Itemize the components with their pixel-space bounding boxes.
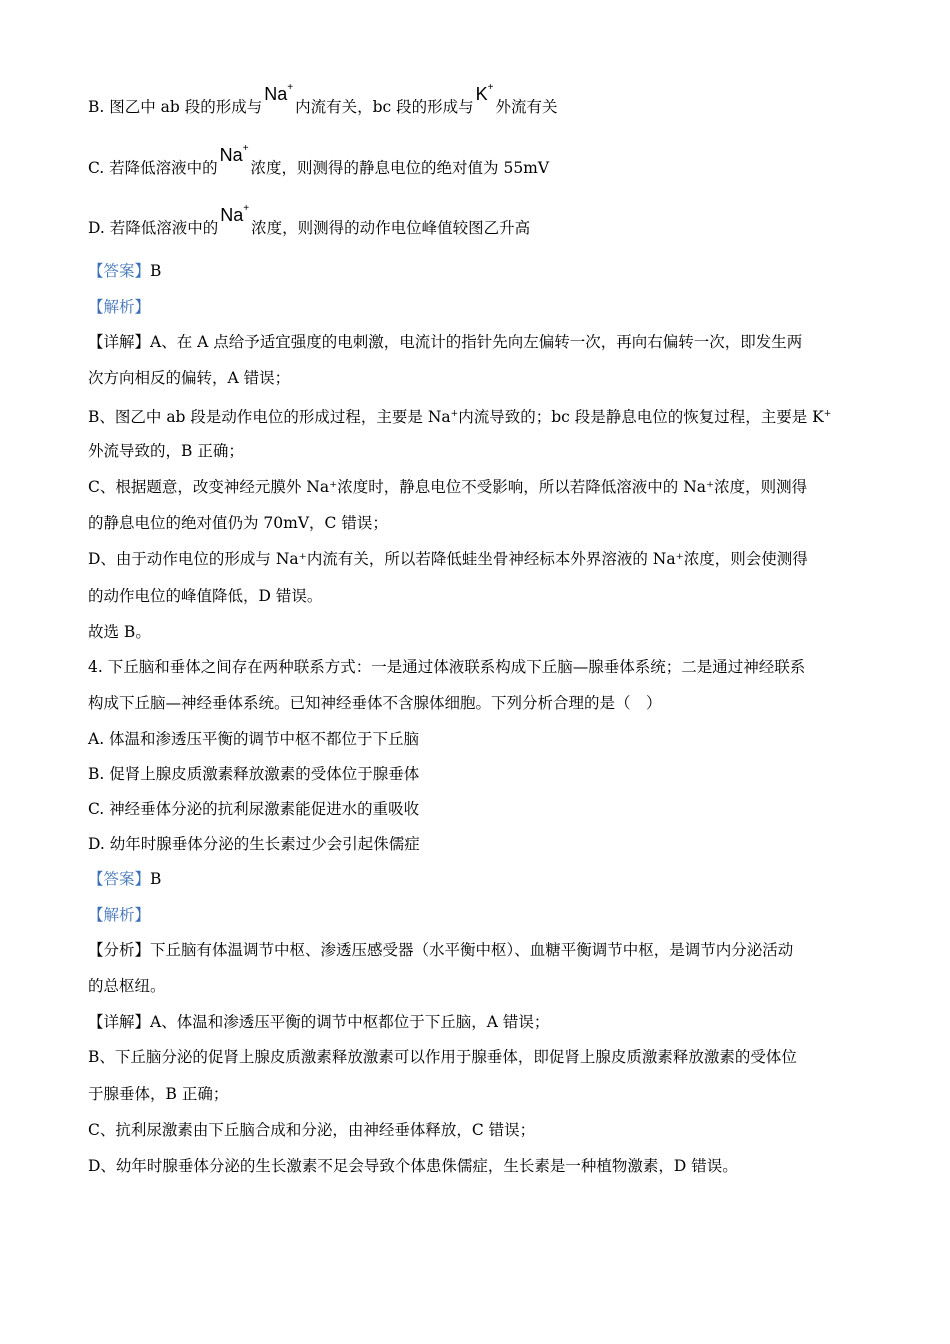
na-ion-formula <box>264 84 293 104</box>
detail-text: 内流导致的；bc 段是静息电位的恢复过程，主要是 K <box>458 408 824 427</box>
q3-analysis-heading <box>88 296 860 318</box>
q3-answer <box>88 260 860 282</box>
detail-tag: 【详解】 <box>88 333 151 351</box>
detail-text: A、体温和渗透压平衡的调节中枢都位于下丘脑，A 错误； <box>150 1013 550 1031</box>
ion-charge: + <box>823 409 832 419</box>
k-ion-formula <box>476 84 494 104</box>
q4-detail-b-line-2: 于腺垂体，B 正确； <box>88 1085 229 1103</box>
q4-fenxi-line-1 <box>88 939 860 961</box>
q4-fenxi-line-2: 的总枢纽。 <box>88 977 166 995</box>
na-ion-symbol: Na <box>264 84 288 104</box>
q4-analysis-heading <box>88 904 860 926</box>
detail-text: B、图乙中 ab 段是动作电位的形成过程，主要是 Na <box>88 408 451 427</box>
q4-option-c: C. 神经垂体分泌的抗利尿激素能促进水的重吸收 <box>88 800 420 818</box>
q4-option-b: B. 促肾上腺皮质激素释放激素的受体位于腺垂体 <box>88 765 420 783</box>
q4-stem-line-2: 构成下丘脑—神经垂体系统。已知神经垂体不含腺体细胞。下列分析合理的是（ ） <box>88 694 662 712</box>
q4-option-a: A. 体温和渗透压平衡的调节中枢不都位于下丘脑 <box>88 730 420 748</box>
detail-tag: 【详解】 <box>88 1013 151 1031</box>
q4-detail-d: D、幼年时腺垂体分泌的生长激素不足会导致个体患侏儒症，生长素是一种植物激素，D 错误。 <box>88 1157 738 1175</box>
q3-detail-c-line-1: C、根据题意，改变神经元膜外 Na⁺浓度时，静息电位不受影响，所以若降低溶液中的 Na⁺浓度，则测得 <box>88 478 808 496</box>
q4-stem-line-1: 4. 下丘脑和垂体之间存在两种联系方式：一是通过体液联系构成下丘脑—腺垂体系统；二是通过神经联系 <box>88 658 806 676</box>
q3-detail-b-line-2: 外流导致的，B 正确； <box>88 442 244 460</box>
na-ion-charge: + <box>287 82 294 93</box>
q4-answer <box>88 868 860 890</box>
q3-detail-d-line-2: 的动作电位的峰值降低，D 错误。 <box>88 587 323 605</box>
q3-option-d <box>88 203 860 239</box>
na-ion-formula <box>220 205 249 225</box>
q3-option-b <box>88 82 860 118</box>
q3-detail-a-line-1 <box>88 331 860 353</box>
q4-detail-c: C、抗利尿激素由下丘脑合成和分泌，由神经垂体释放，C 错误； <box>88 1121 536 1139</box>
na-ion-charge: + <box>243 203 250 214</box>
answer-tag: 【答案】 <box>88 870 151 888</box>
q3-option-d-text-2: 浓度，则测得的动作电位峰值较图乙升高 <box>251 219 531 237</box>
q3-detail-c-line-2: 的静息电位的绝对值仍为 70mV，C 错误； <box>88 514 388 532</box>
analysis-tag: 【解析】 <box>88 298 151 316</box>
q3-option-b-text-3: 外流有关 <box>495 98 558 116</box>
q3-option-c-text-2: 浓度，则测得的静息电位的绝对值为 55mV <box>250 159 550 177</box>
answer-value: B <box>150 870 162 888</box>
detail-text: A、在 A 点给予适宜强度的电刺激，电流计的指针先向左偏转一次，再向右偏转一次，即发生两 <box>150 333 803 351</box>
q3-option-b-text-1: B. 图乙中 ab 段的形成与 <box>88 98 263 116</box>
q3-option-c <box>88 143 860 179</box>
q3-detail-b-line-1 <box>88 403 860 428</box>
analysis-tag: 【解析】 <box>88 906 151 924</box>
ion-charge: + <box>450 409 459 419</box>
q3-detail-d-line-1: D、由于动作电位的形成与 Na⁺内流有关，所以若降低蛙坐骨神经标本外界溶液的 Na⁺浓度，则会使测得 <box>88 550 808 568</box>
na-ion-formula <box>220 145 249 165</box>
na-ion-symbol: Na <box>220 205 244 225</box>
q4-detail-b-line-1: B、下丘脑分泌的促肾上腺皮质激素释放激素可以作用于腺垂体，即促肾上腺皮质激素释放激素的受体位 <box>88 1048 797 1066</box>
q4-option-d: D. 幼年时腺垂体分泌的生长素过少会引起侏儒症 <box>88 835 420 853</box>
q3-conclusion: 故选 B。 <box>88 623 151 641</box>
k-ion-symbol: K <box>475 84 488 104</box>
fenxi-text: 下丘脑有体温调节中枢、渗透压感受器（水平衡中枢）、血糖平衡调节中枢，是调节内分泌活动 <box>150 941 794 959</box>
answer-tag: 【答案】 <box>88 262 151 280</box>
na-ion-charge: + <box>242 143 249 154</box>
q3-option-c-text-1: C. 若降低溶液中的 <box>88 159 218 177</box>
q3-option-b-text-2: 内流有关，bc 段的形成与 <box>295 98 474 116</box>
q3-detail-a-line-2: 次方向相反的偏转，A 错误； <box>88 369 291 387</box>
answer-value: B <box>150 262 162 280</box>
q4-detail-a <box>88 1011 860 1033</box>
na-ion-symbol: Na <box>219 145 243 165</box>
fenxi-tag: 【分析】 <box>88 941 151 959</box>
q3-option-d-text-1: D. 若降低溶液中的 <box>88 219 219 237</box>
k-ion-charge: + <box>487 82 494 93</box>
